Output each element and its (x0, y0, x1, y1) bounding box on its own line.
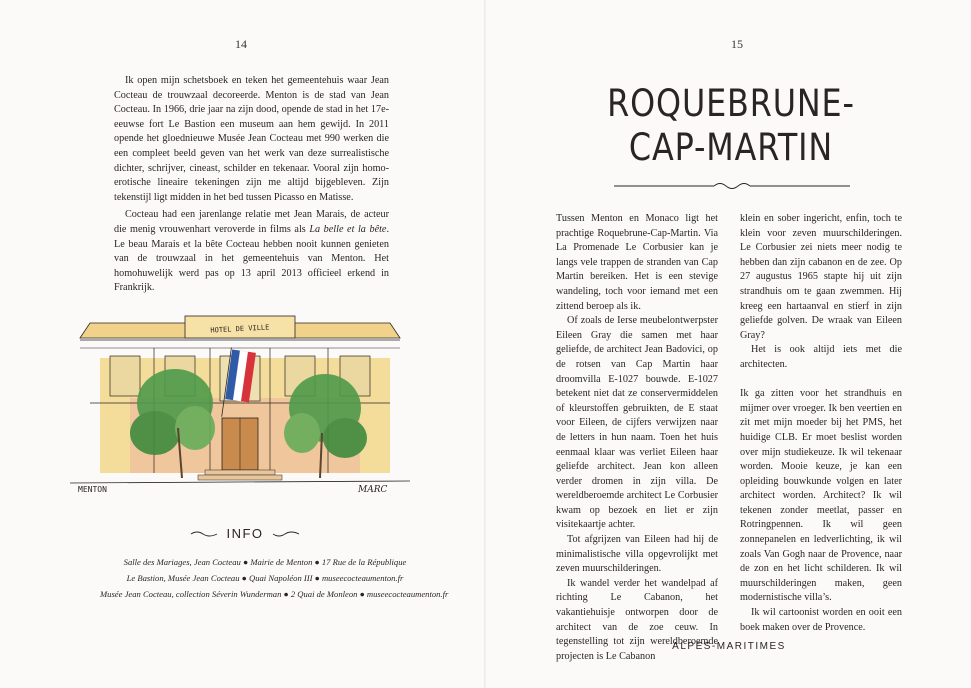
article-paragraph: Tussen Menton en Monaco ligt het prachtige Roquebrune-Cap-Martin. Via La Promenade Le Corbusier kan je langs vele trappen de stranden van Cap Martin bereiken. Het is een stevige wandeling, toch voor iemand met een zittend beroep als ik. (556, 213, 718, 312)
left-body-text (114, 74, 389, 296)
sketch-caption-menton: MENTON (78, 485, 107, 494)
right-page (486, 0, 971, 688)
article-paragraph: Tot afgrijzen van Eileen had hij de minimalistische villa opgevrolijkt met zeven muurschilderingen. (556, 534, 718, 575)
body-paragraph (114, 74, 389, 205)
info-row: Musée Jean Cocteau, collection Séverin Wunderman ● 2 Quai de Monleon ● museecocteaumenton.fr (100, 589, 449, 600)
info-heading (190, 524, 300, 544)
film-title: La belle et la bête (309, 223, 387, 235)
page-number-left: 14 (235, 37, 247, 51)
hotel-de-ville-sign: HOTEL DE VILLE (210, 323, 270, 335)
info-ornament-right (272, 530, 300, 538)
chapter-title-line: ROQUEBRUNE- (607, 82, 855, 125)
title-ornament (614, 181, 850, 191)
info-label: INFO (226, 526, 264, 541)
chapter-title-line: CAP-MARTIN (628, 126, 834, 169)
town-hall-sketch (70, 278, 410, 503)
left-page (0, 0, 485, 688)
article-paragraph: klein en sober ingericht, enfin, toch te klein voor zeven muurschilderingen. Le Corbusier zei niets meer nodig te hebben dan zijn cabanon en de zee. Op 27 augustus 1965 stapte hij uit zijn strandhuis om te gaan zwemmen. Hij kreeg een hartaanval en stierf in zijn geliefde golven. De wraak van Eileen Gray? (740, 213, 902, 341)
article-column-1 (556, 212, 718, 664)
paragraph-break (740, 373, 902, 388)
running-footer: ALPES-MARITIMES (672, 641, 786, 652)
text-run: Cocteau had een jarenlange relatie met Jean Marais, de acteur die menig vrouwenhart veroverde in films als (114, 209, 389, 235)
article-column-2 (740, 212, 902, 635)
text-run: . Le beau Marais et la bête Cocteau hebben nooit kunnen genieten van de trouwzaal in het gemeentehuis van Menton. Het homohuwelijk werd pas op 13 april 2013 officieel erkend in Frankrijk. (114, 223, 389, 294)
article-paragraph: Ik wandel verder het wandelpad af richting Le Cabanon, het vakantiehuisje ontworpen door de architect van de zoe ceuw. In tegenstelling tot zijn wereldberoemde projecten is Le Cabanon (556, 577, 718, 662)
info-row: Le Bastion, Musée Jean Cocteau ● Quai Napoléon III ● museecocteaumenton.fr (126, 573, 404, 584)
info-row: Salle des Mariages, Jean Cocteau ● Mairie de Menton ● 17 Rue de la République (123, 557, 407, 567)
chapter-title (598, 82, 865, 170)
article-paragraph: Of zoals de Ierse meubelontwerpster Eileen Gray die samen met haar geliefde, de architect Jean Badovici, op de rotsen van Cap Martin haar droomvilla E-1027 bouwde. E-1027 betekent niet dat ze conservermiddelen of kleurstoffen gebruikten, de E staat voor Eileen, de cijfers verwijzen naar de letters in hun naam. Toen het huis eenmaal klaar was verliet Eileen haar geliefde architect. Jean kon alleen verder dromen in zijn villa. De wereldberoemde architect Le Corbusier kwam op bezoek en liet er zijn visitekaartje achter. (556, 315, 718, 531)
text-run: Ik open mijn schetsboek en teken het gemeentehuis waar Jean Cocteau de trouwzaal decoreerde. Menton is de stad van Jean Cocteau. In 1966, drie jaar na zijn dood, opende de stad in het 17e-eeuwse fort Le Bastion een museum aan hem gewijd. In 2011 opende het gloednieuwe Musée Jean Cocteau met 990 werken die een compleet beeld geven van het werk van deze surrealistische dichter, schrijver, cineast, schilder en tekenaar. Vooral zijn homo-erotische lineaire tekeningen zijn me altijd bijgebleven. Zijn tekenstijl ligt midden in het bed tussen Picasso en Matisse. (114, 75, 389, 203)
article-paragraph: Ik ga zitten voor het strandhuis en mijmer over vroeger. Ik ben veertien en zit met mijn moeder bij het PMS, het huidige CLB. Er moet beslist worden over mijn studiekeuze. Ik wil tekenaar worden. Mooie keuze, je kan een opleiding bouwkunde volgen en later architect worden. Architect? Ik wil tekenen zonder meetlat, passer en Rotringpennen. Ik wil geen zonnepanelen en ledverlichting, ik wil zoals Van Gogh naar de Provence, naar de zon en het licht schilderen. Ik wil muurschilderingen maken, geen modernistische villa’s. (740, 388, 902, 604)
page-number-right: 15 (731, 37, 743, 51)
artist-signature: MARC (358, 485, 388, 495)
article-paragraph: Het is ook altijd iets met die architecten. (740, 344, 902, 370)
article-paragraph: Ik wil cartoonist worden en ooit een boek maken over de Provence. (740, 607, 902, 633)
info-credits (100, 554, 449, 603)
